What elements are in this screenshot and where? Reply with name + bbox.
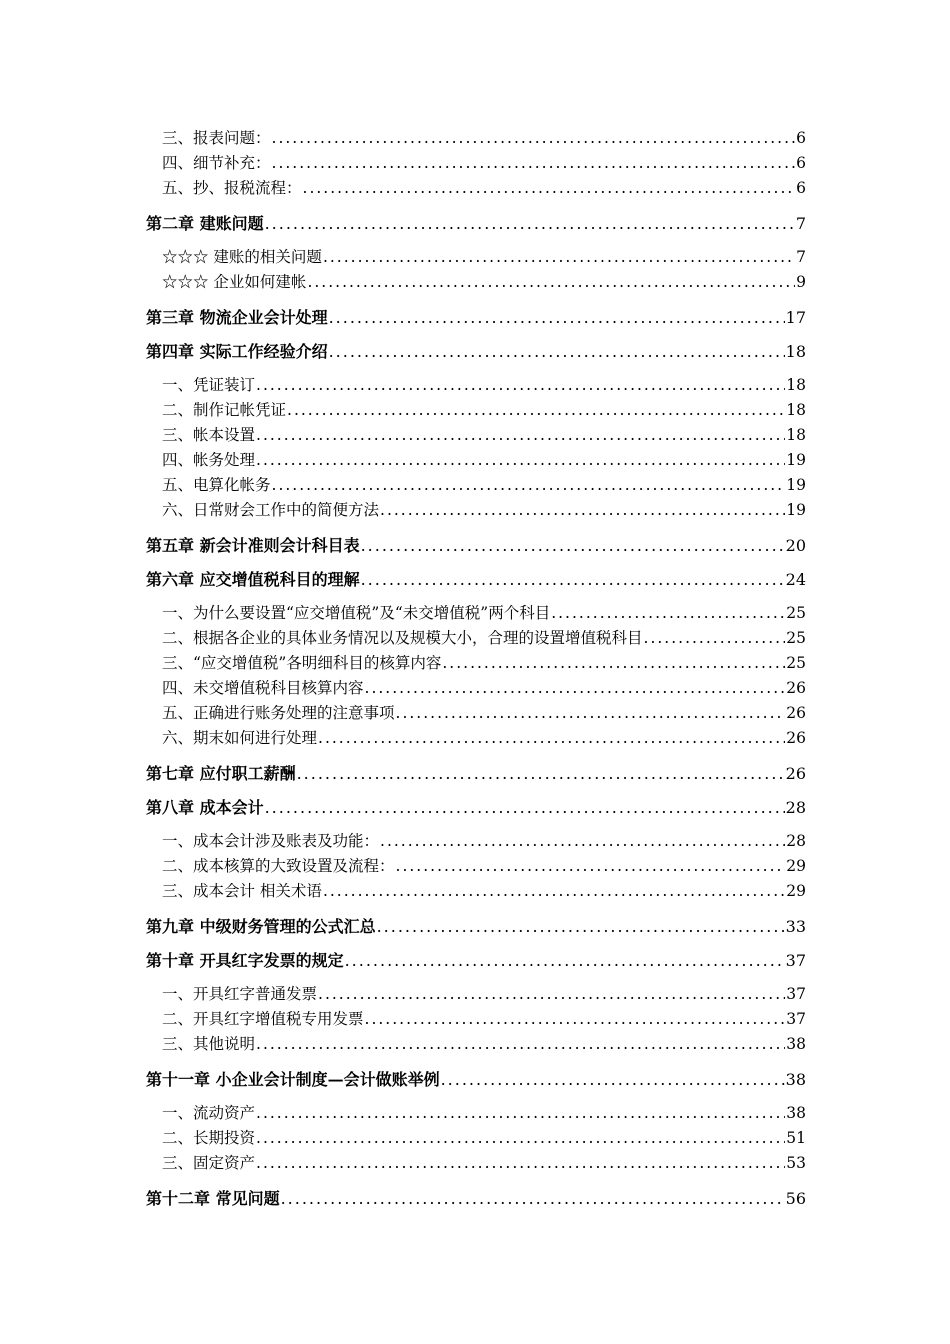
toc-section-entry[interactable]: [146, 651, 806, 676]
toc-page-number: 7: [795, 214, 806, 233]
toc-chapter-entry[interactable]: [146, 761, 806, 786]
toc-leader-dots: [365, 1007, 786, 1032]
toc-entry-label: 一、流动资产: [162, 1104, 256, 1122]
toc-page-number: 18: [786, 426, 806, 444]
toc-page-number: 37: [785, 951, 806, 970]
toc-page-number: 19: [786, 451, 806, 469]
toc-section-entry[interactable]: [146, 270, 806, 295]
toc-section-entry[interactable]: [146, 982, 806, 1007]
toc-entry-label: 二、根据各企业的具体业务情况以及规模大小，合理的设置增值税科目: [162, 629, 643, 647]
toc-section-entry[interactable]: [146, 176, 806, 201]
toc-page-number: 25: [786, 654, 806, 672]
toc-page-number: 7: [796, 248, 806, 266]
toc-leader-dots: [377, 914, 785, 939]
toc-page-number: 28: [786, 832, 806, 850]
toc-chapter-entry[interactable]: [146, 533, 806, 558]
toc-leader-dots: [442, 651, 785, 676]
toc-leader-dots: [256, 448, 785, 473]
toc-entry-label: 第三章 物流企业会计处理: [146, 308, 328, 327]
toc-entry-label: 六、日常财会工作中的简便方法: [162, 501, 380, 519]
toc-page-number: 6: [796, 179, 806, 197]
toc-page-number: 37: [786, 1010, 806, 1028]
toc-entry-label: 第二章 建账问题: [146, 214, 264, 233]
toc-leader-dots: [380, 498, 785, 523]
toc-leader-dots: [287, 398, 785, 423]
toc-entry-label: 第十一章 小企业会计制度—会计做账举例: [146, 1070, 440, 1089]
toc-page-number: 6: [796, 129, 806, 147]
toc-section-entry[interactable]: [146, 676, 806, 701]
toc-entry-label: 第十二章 常见问题: [146, 1189, 280, 1208]
toc-section-entry[interactable]: [146, 1101, 806, 1126]
toc-page-number: 38: [786, 1104, 806, 1122]
toc-entry-label: 四、帐务处理: [162, 451, 256, 469]
toc-entry-label: 第七章 应付职工薪酬: [146, 764, 296, 783]
toc-section-entry[interactable]: [146, 448, 806, 473]
toc-page-number: 18: [785, 342, 806, 361]
toc-page-number: 9: [796, 273, 806, 291]
toc-leader-dots: [380, 829, 785, 854]
toc-chapter-entry[interactable]: [146, 795, 806, 820]
toc-entry-label: 三、“应交增值税”各明细科目的核算内容: [162, 654, 442, 672]
toc-leader-dots: [441, 1067, 785, 1092]
toc-entry-label: 三、其他说明: [162, 1035, 256, 1053]
toc-entry-label: 一、为什么要设置“应交增值税”及“未交增值税”两个科目: [162, 604, 551, 622]
toc-leader-dots: [361, 567, 785, 592]
toc-section-entry[interactable]: [146, 151, 806, 176]
toc-leader-dots: [272, 126, 796, 151]
toc-entry-label: 三、帐本设置: [162, 426, 256, 444]
toc-leader-dots: [265, 211, 795, 236]
toc-section-entry[interactable]: [146, 473, 806, 498]
toc-page-number: 29: [786, 857, 806, 875]
toc-page-number: 17: [785, 308, 806, 327]
toc-leader-dots: [323, 879, 785, 904]
toc-page-number: 25: [786, 604, 806, 622]
toc-leader-dots: [265, 795, 785, 820]
toc-leader-dots: [256, 423, 785, 448]
toc-entry-label: 第五章 新会计准则会计科目表: [146, 536, 360, 555]
toc-entry-label: 一、成本会计涉及账表及功能：: [162, 832, 380, 850]
toc-leader-dots: [361, 533, 785, 558]
toc-section-entry[interactable]: [146, 245, 806, 270]
toc-leader-dots: [256, 1101, 785, 1126]
toc-page-number: 38: [785, 1070, 806, 1089]
toc-entry-label: 四、未交增值税科目核算内容: [162, 679, 364, 697]
toc-entry-label: 二、成本核算的大致设置及流程：: [162, 857, 395, 875]
toc-entry-label: 五、抄、报税流程：: [162, 179, 302, 197]
toc-entry-label: 第四章 实际工作经验介绍: [146, 342, 328, 361]
toc-chapter-entry[interactable]: [146, 211, 806, 236]
toc-entry-label: 三、成本会计 相关术语: [162, 882, 322, 900]
toc-leader-dots: [318, 726, 785, 751]
toc-entry-label: 第九章 中级财务管理的公式汇总: [146, 917, 376, 936]
toc-section-entry[interactable]: [146, 626, 806, 651]
toc-page-number: 20: [785, 536, 806, 555]
toc-entry-label: 第六章 应交增值税科目的理解: [146, 570, 360, 589]
toc-page-number: 28: [785, 798, 806, 817]
toc-leader-dots: [551, 601, 785, 626]
toc-page-number: 19: [786, 501, 806, 519]
toc-section-entry[interactable]: [146, 398, 806, 423]
toc-entry-label: 二、长期投资: [162, 1129, 256, 1147]
toc-leader-dots: [281, 1186, 785, 1211]
toc-section-entry[interactable]: [146, 601, 806, 626]
toc-leader-dots: [644, 626, 786, 651]
toc-section-entry[interactable]: [146, 1032, 806, 1057]
toc-chapter-entry[interactable]: [146, 914, 806, 939]
toc-chapter-entry[interactable]: [146, 948, 806, 973]
toc-page-number: 24: [785, 570, 806, 589]
toc-page-number: 56: [785, 1189, 806, 1208]
toc-entry-label: 二、开具红字增值税专用发票: [162, 1010, 364, 1028]
toc-page-number: 26: [786, 679, 806, 697]
toc-page-number: 25: [786, 629, 806, 647]
toc-page-number: 26: [786, 729, 806, 747]
toc-leader-dots: [345, 948, 785, 973]
toc-chapter-entry[interactable]: [146, 305, 806, 330]
toc-page-number: 18: [786, 376, 806, 394]
toc-entry-label: 五、电算化帐务: [162, 476, 271, 494]
toc-leader-dots: [272, 151, 796, 176]
toc-section-entry[interactable]: [146, 1151, 806, 1176]
toc-section-entry[interactable]: [146, 423, 806, 448]
toc-entry-label: ☆☆☆ 建账的相关问题: [162, 248, 322, 266]
toc-page-number: 26: [786, 704, 806, 722]
toc-entry-label: 第十章 开具红字发票的规定: [146, 951, 344, 970]
toc-entry-label: 一、开具红字普通发票: [162, 985, 318, 1003]
toc-entry-label: 三、固定资产: [162, 1154, 256, 1172]
toc-entry-label: 六、期末如何进行处理: [162, 729, 318, 747]
toc-page-number: 18: [786, 401, 806, 419]
toc-entry-label: 二、制作记帐凭证: [162, 401, 287, 419]
toc-leader-dots: [303, 176, 796, 201]
toc-section-entry[interactable]: [146, 854, 806, 879]
toc-leader-dots: [323, 245, 795, 270]
toc-page-number: 33: [785, 917, 806, 936]
toc-page-number: 51: [786, 1129, 806, 1147]
toc-page-number: 6: [796, 154, 806, 172]
toc-leader-dots: [396, 701, 786, 726]
toc-page-number: 26: [785, 764, 806, 783]
toc-entry-label: 一、凭证装订: [162, 376, 256, 394]
toc-section-entry[interactable]: [146, 126, 806, 151]
toc-entry-label: ☆☆☆ 企业如何建帐: [162, 273, 307, 291]
toc-section-entry[interactable]: [146, 726, 806, 751]
toc-leader-dots: [256, 373, 785, 398]
toc-chapter-entry[interactable]: [146, 1186, 806, 1211]
toc-entry-label: 三、报表问题：: [162, 129, 271, 147]
toc-page-number: 29: [786, 882, 806, 900]
toc-leader-dots: [307, 270, 795, 295]
toc-leader-dots: [256, 1126, 785, 1151]
toc-section-entry[interactable]: [146, 829, 806, 854]
table-of-contents: [146, 126, 806, 1220]
toc-leader-dots: [365, 676, 786, 701]
toc-entry-label: 四、细节补充：: [162, 154, 271, 172]
toc-section-entry[interactable]: [146, 1126, 806, 1151]
toc-chapter-entry[interactable]: [146, 1067, 806, 1092]
toc-leader-dots: [396, 854, 786, 879]
toc-chapter-entry[interactable]: [146, 567, 806, 592]
toc-entry-label: 第八章 成本会计: [146, 798, 264, 817]
toc-page-number: 53: [786, 1154, 806, 1172]
toc-leader-dots: [256, 1032, 785, 1057]
toc-section-entry[interactable]: [146, 701, 806, 726]
toc-section-entry[interactable]: [146, 879, 806, 904]
toc-page-number: 19: [786, 476, 806, 494]
toc-chapter-entry[interactable]: [146, 339, 806, 364]
toc-section-entry[interactable]: [146, 1007, 806, 1032]
toc-section-entry[interactable]: [146, 373, 806, 398]
toc-section-entry[interactable]: [146, 498, 806, 523]
toc-leader-dots: [318, 982, 785, 1007]
toc-leader-dots: [297, 761, 785, 786]
toc-leader-dots: [329, 305, 785, 330]
toc-entry-label: 五、正确进行账务处理的注意事项: [162, 704, 395, 722]
toc-leader-dots: [329, 339, 785, 364]
toc-page-number: 38: [786, 1035, 806, 1053]
toc-page-number: 37: [786, 985, 806, 1003]
toc-leader-dots: [256, 1151, 785, 1176]
toc-leader-dots: [272, 473, 786, 498]
